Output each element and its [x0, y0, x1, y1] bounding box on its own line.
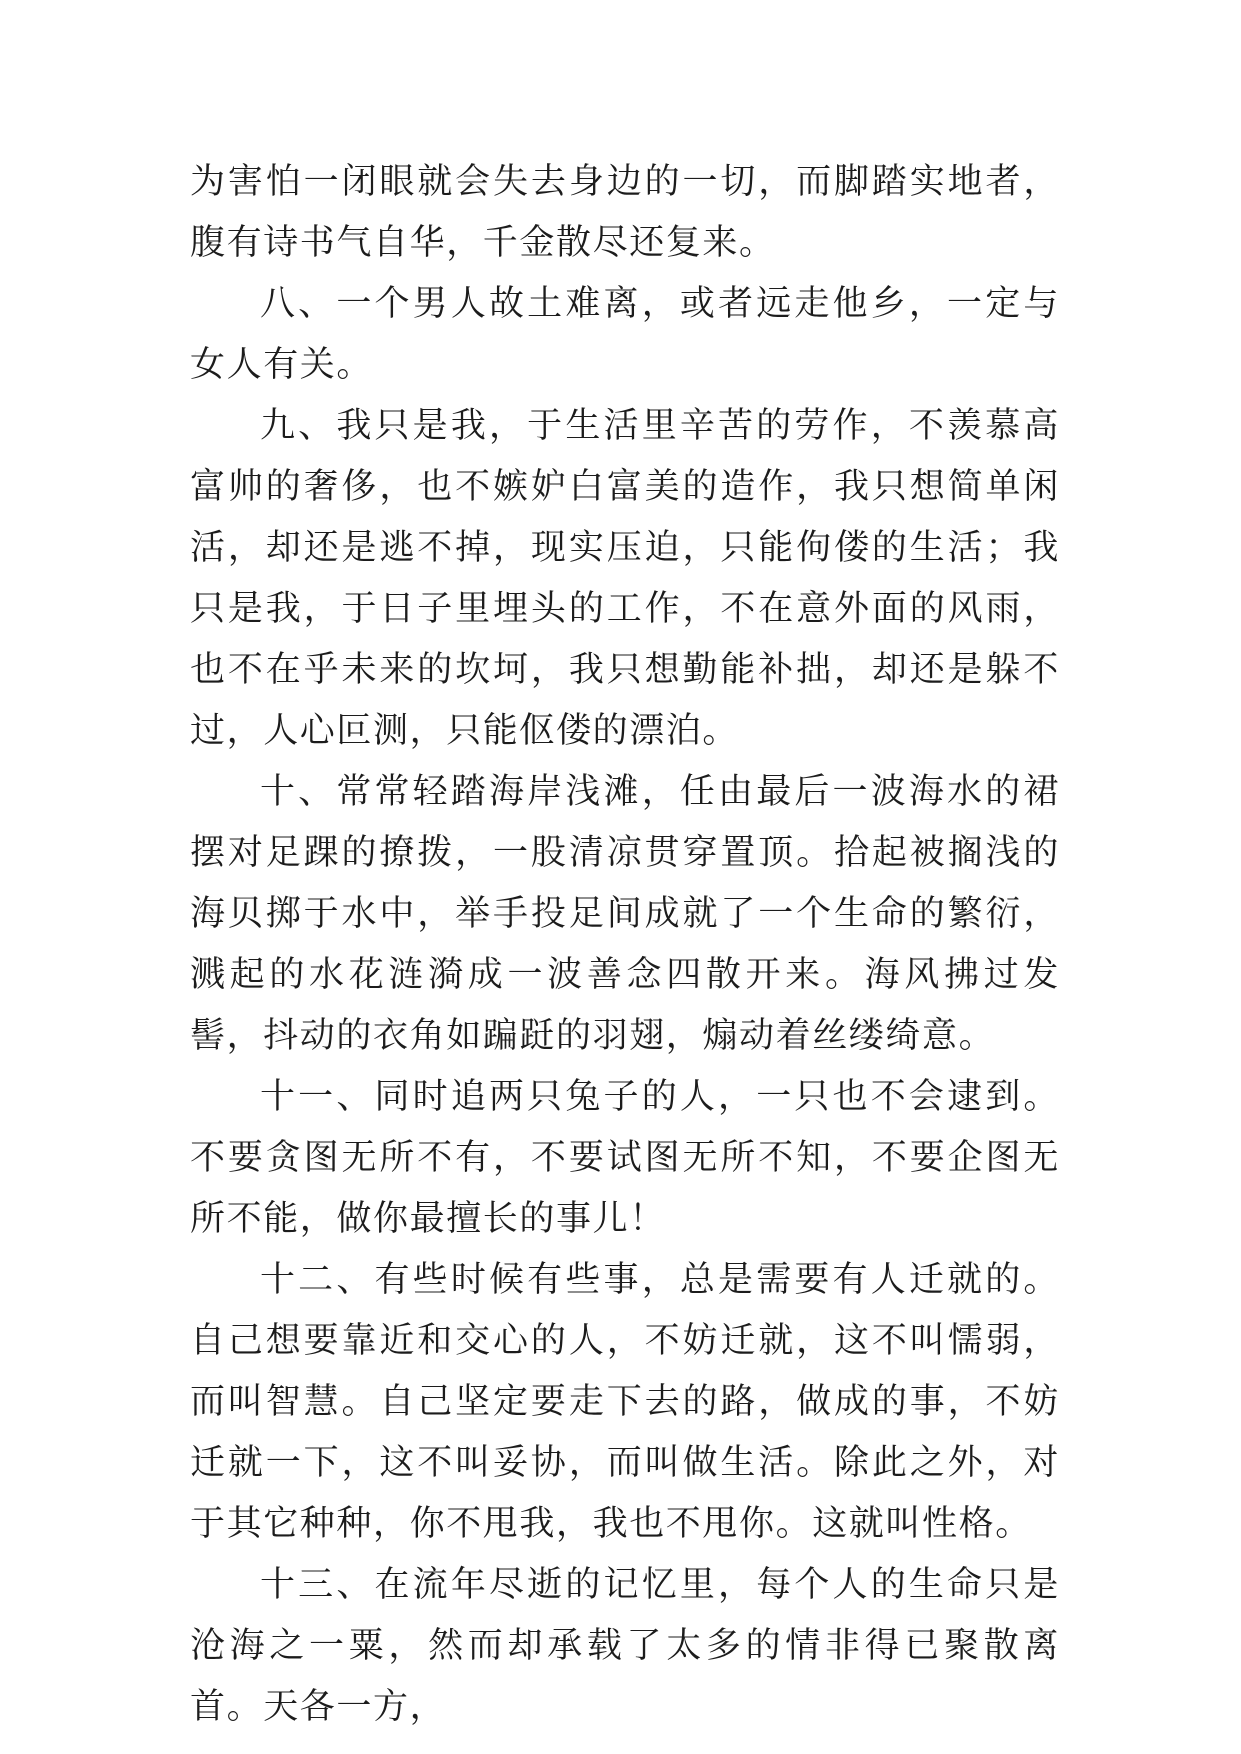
paragraph-13: 十三、在流年尽逝的记忆里，每个人的生命只是沧海之一粟，然而却承载了太多的情非得已聚散离首。天各一方，	[190, 1565, 1060, 1727]
paragraph-10: 十、常常轻踏海岸浅滩，任由最后一波海水的裙摆对足踝的撩拨，一股清凉贯穿置顶。拾起被搁浅的海贝掷于水中，举手投足间成就了一个生命的繁衍，溅起的水花涟漪成一波善念四散开来。海风拂过发髻，抖动的衣角如蹁跹的羽翅，煽动着丝缕绮意。	[190, 772, 1060, 1056]
paragraph-continued: 为害怕一闭眼就会失去身边的一切，而脚踏实地者，腹有诗书气自华，千金散尽还复来。	[190, 162, 1060, 263]
paragraph-11: 十一、同时追两只兔子的人，一只也不会逮到。不要贪图无所不有，不要试图无所不知，不要企图无所不能，做你最擅长的事儿！	[190, 1077, 1060, 1239]
paragraph-8: 八、一个男人故土难离，或者远走他乡，一定与女人有关。	[190, 284, 1060, 385]
paragraph-12: 十二、有些时候有些事，总是需要有人迁就的。自己想要靠近和交心的人，不妨迁就，这不叫懦弱，而叫智慧。自己坚定要走下去的路，做成的事，不妨迁就一下，这不叫妥协，而叫做生活。除此之外，对于其它种种，你不甩我，我也不甩你。这就叫性格。	[190, 1260, 1060, 1544]
paragraph-9: 九、我只是我，于生活里辛苦的劳作，不羡慕高富帅的奢侈，也不嫉妒白富美的造作，我只想简单闲活，却还是逃不掉，现实压迫，只能佝偻的生活；我只是我，于日子里埋头的工作，不在意外面的风雨，也不在乎未来的坎坷，我只想勤能补拙，却还是躲不过，人心叵测，只能伛偻的漂泊。	[190, 406, 1060, 751]
document-body	[190, 152, 1060, 1738]
